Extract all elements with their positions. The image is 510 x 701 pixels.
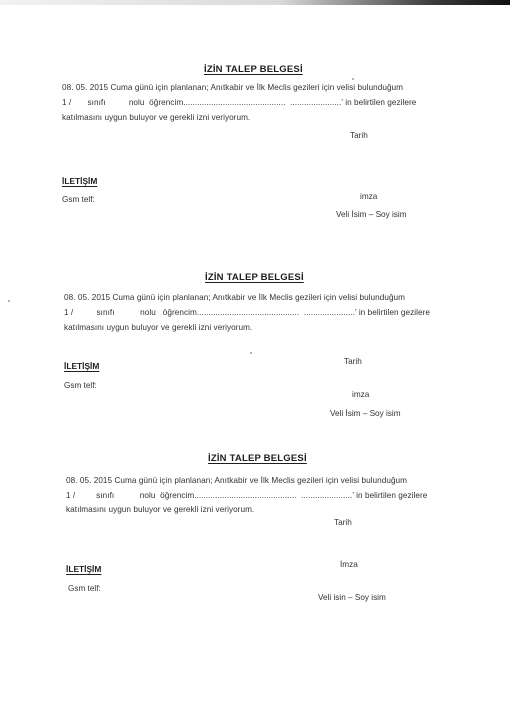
phone-label: Gsm telf: — [68, 584, 101, 593]
scan-speck — [250, 352, 252, 354]
date-label: Tarih — [344, 357, 362, 366]
date-label: Tarih — [334, 518, 352, 527]
contact-heading: İLETİŞİM — [64, 361, 100, 371]
body-line-3: katılmasını uygun buluyor ve gerekli izni veriyorum. — [66, 505, 255, 514]
scan-speck — [8, 300, 10, 302]
body-line-3: katılmasını uygun buluyor ve gerekli izni veriyorum. — [62, 113, 251, 122]
signature-label: imza — [360, 192, 378, 201]
form-title: İZİN TALEP BELGESİ — [205, 272, 304, 283]
contact-heading: İLETİŞİM — [66, 564, 102, 574]
phone-label: Gsm telf: — [62, 195, 95, 204]
form-title: İZİN TALEP BELGESİ — [208, 453, 307, 464]
body-line-1: 08. 05. 2015 Cuma günü için planlanan; Anıtkabir ve İlk Meclis gezileri için velisi bulunduğum — [66, 476, 408, 485]
body-line-2: 1 / sınıfı nolu öğrencim............................................ ......................’ in belirtilen gezilere — [62, 98, 417, 107]
body-line-1: 08. 05. 2015 Cuma günü için planlanan; Anıtkabir ve İlk Meclis gezileri için velisi bulunduğum — [64, 293, 406, 302]
body-line-3: katılmasını uygun buluyor ve gerekli izni veriyorum. — [64, 323, 253, 332]
body-line-2: 1 / sınıfı nolu öğrencim............................................ ......................’ in belirtilen gezilere — [64, 308, 431, 317]
phone-label: Gsm telf: — [64, 381, 97, 390]
parent-name-label: Veli İsim – Soy isim — [336, 210, 407, 219]
parent-name-label: Veli İsim – Soy isim — [330, 409, 401, 418]
parent-name-label: Veli isin – Soy isim — [318, 593, 386, 602]
date-label: Tarih — [350, 131, 368, 140]
form-title: İZİN TALEP BELGESİ — [204, 64, 303, 75]
signature-label: İmza — [340, 560, 358, 569]
body-line-2: 1 / sınıfı nolu öğrencim............................................ ......................’ in belirtilen gezilere — [66, 491, 428, 500]
body-line-1: 08. 05. 2015 Cuma günü için planlanan; Anıtkabir ve İlk Meclis gezileri için velisi bulunduğum — [62, 83, 404, 92]
contact-heading: İLETİŞİM — [62, 176, 98, 186]
signature-label: imza — [352, 390, 370, 399]
